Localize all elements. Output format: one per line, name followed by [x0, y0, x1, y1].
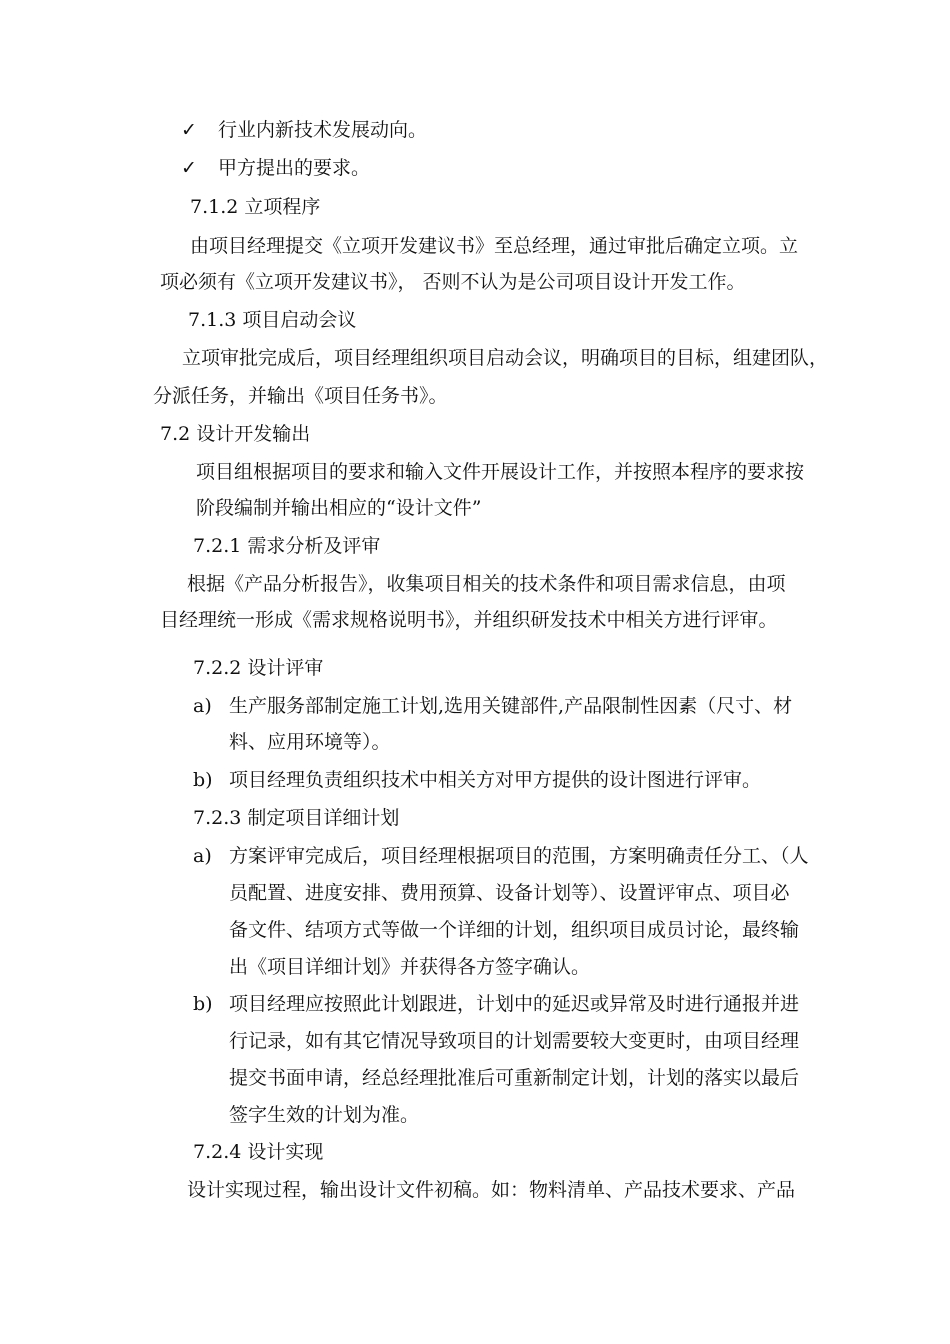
list-item-line: 出《项目详细计划》并获得各方签字确认。 [229, 956, 591, 978]
paragraph-line: 项必须有《立项开发建议书》， 否则不认为是公司项目设计开发工作。 [160, 271, 746, 293]
list-item-line: 料、应用环境等）。 [229, 731, 391, 753]
list-item-line: 提交书面申请，经总经理批准后可重新制定计划，计划的落实以最后 [229, 1067, 800, 1089]
bullet-text: 行业内新技术发展动向。 [218, 119, 428, 141]
paragraph-line: 项目组根据项目的要求和输入文件开展设计工作，并按照本程序的要求按 [196, 461, 805, 483]
section-heading-7-1-3: 7.1.3 项目启动会议 [188, 309, 357, 331]
checkmark-icon: ✓ [181, 119, 197, 141]
list-marker: b) [193, 769, 213, 791]
paragraph-line: 由项目经理提交《立项开发建议书》至总经理，通过审批后确定立项。立 [190, 235, 799, 257]
section-heading-7-2-1: 7.2.1 需求分析及评审 [193, 535, 381, 557]
list-item-line: 签字生效的计划为准。 [229, 1104, 420, 1126]
section-heading-7-2-4: 7.2.4 设计实现 [193, 1141, 324, 1163]
paragraph-line: 立项审批完成后，项目经理组织项目启动会议，明确项目的目标，组建团队， [182, 347, 829, 369]
list-item-line: 行记录，如有其它情况导致项目的计划需要较大变更时，由项目经理 [229, 1030, 800, 1052]
section-heading-7-2-2: 7.2.2 设计评审 [193, 657, 324, 679]
list-marker: a) [193, 695, 212, 717]
paragraph-line: 设计实现过程，输出设计文件初稿。如：物料清单、产品技术要求、产品 [187, 1179, 796, 1201]
paragraph-line: 阶段编制并输出相应的“设计文件” [196, 497, 482, 519]
paragraph-line: 分派任务，并输出《项目任务书》。 [153, 385, 448, 407]
checkmark-icon: ✓ [181, 157, 197, 179]
bullet-text: 甲方提出的要求。 [218, 157, 371, 179]
section-heading-7-2-3: 7.2.3 制定项目详细计划 [193, 807, 400, 829]
list-marker: b) [193, 993, 213, 1015]
list-item-line: 方案评审完成后，项目经理根据项目的范围，方案明确责任分工、（人 [229, 845, 809, 867]
list-item-line: 备文件、结项方式等做一个详细的计划，组织项目成员讨论，最终输 [229, 919, 800, 941]
list-item-line: 项目经理应按照此计划跟进，计划中的延迟或异常及时进行通报并进 [229, 993, 800, 1015]
paragraph-line: 目经理统一形成《需求规格说明书》，并组织研发技术中相关方进行评审。 [160, 609, 778, 631]
list-item-line: 项目经理负责组织技术中相关方对甲方提供的设计图进行评审。 [229, 769, 762, 791]
section-heading-7-2: 7.2 设计开发输出 [160, 423, 311, 445]
list-item-line: 生产服务部制定施工计划,选用关键部件,产品限制性因素（尺寸、材 [229, 695, 793, 717]
list-item-line: 员配置、进度安排、费用预算、设备计划等）、设置评审点、项目必 [229, 882, 790, 904]
list-marker: a) [193, 845, 212, 867]
section-heading-7-1-2: 7.1.2 立项程序 [190, 196, 321, 218]
paragraph-line: 根据《产品分析报告》，收集项目相关的技术条件和项目需求信息，由项 [187, 573, 786, 595]
